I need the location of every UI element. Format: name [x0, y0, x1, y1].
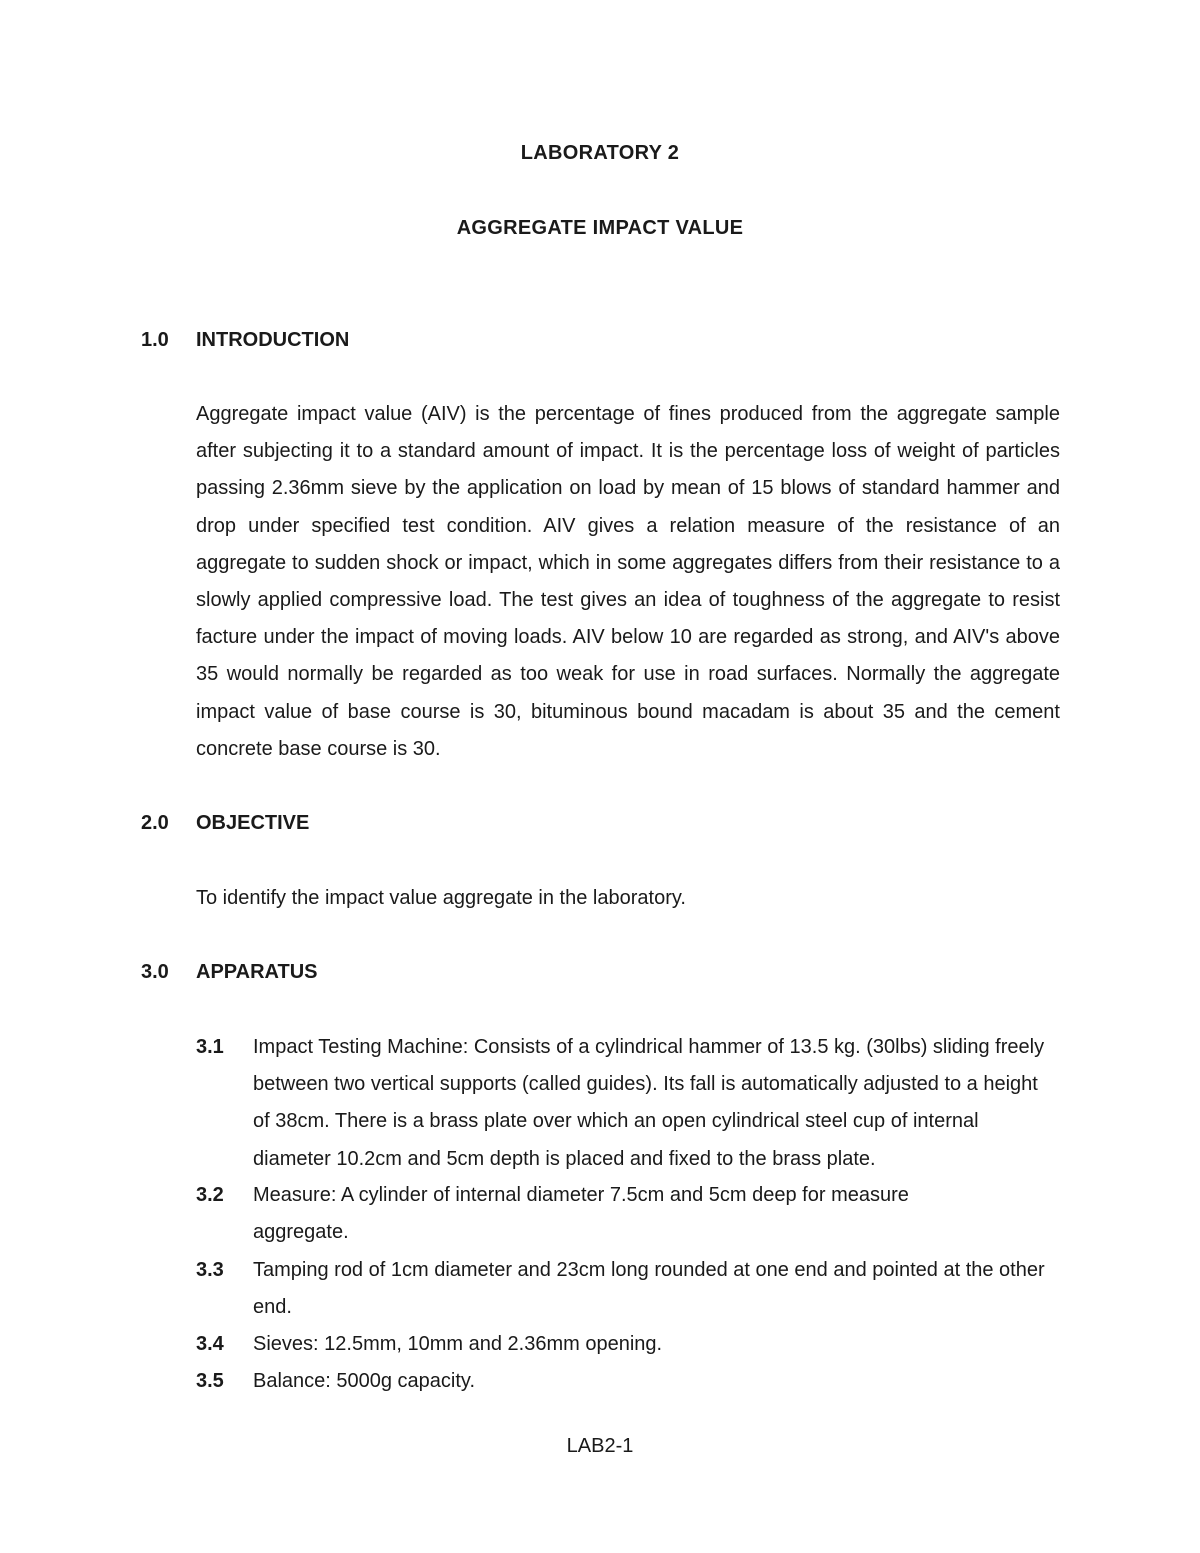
apparatus-item-text: Sieves: 12.5mm, 10mm and 2.36mm opening.	[253, 1333, 663, 1355]
objective-paragraph: To identify the impact value aggregate in the laboratory.	[196, 887, 686, 909]
section-title: OBJECTIVE	[196, 812, 310, 834]
page-footer: LAB2-1	[566, 1435, 634, 1457]
apparatus-item-number: 3.2	[196, 1184, 224, 1206]
apparatus-item	[196, 1177, 1060, 1251]
apparatus-item-text: Measure: A cylinder of internal diameter 7.5cm and 5cm deep for measure aggregate.	[253, 1184, 909, 1244]
apparatus-item	[196, 1029, 1060, 1178]
apparatus-item	[196, 1252, 1060, 1326]
apparatus-item-number: 3.5	[196, 1370, 224, 1392]
apparatus-item-number: 3.4	[196, 1333, 224, 1355]
section-number: 1.0	[141, 329, 169, 351]
section-number: 3.0	[141, 961, 169, 983]
apparatus-item-text: Tamping rod of 1cm diameter and 23cm long rounded at one end and pointed at the other end.	[253, 1259, 1045, 1319]
apparatus-item-text: Impact Testing Machine: Consists of a cylindrical hammer of 13.5 kg. (30lbs) sliding freely between two vertical supports (called guides). Its fall is automatically adjusted to a height of 38cm. There is a brass plate over which an open cylindrical steel cup of internal diameter 10.2cm and 5cm depth is placed and fixed to the brass plate.	[253, 1036, 1045, 1170]
apparatus-item-text: Balance: 5000g capacity.	[253, 1370, 476, 1392]
apparatus-item-number: 3.1	[196, 1036, 224, 1058]
document-title: AGGREGATE IMPACT VALUE	[456, 217, 744, 239]
section-title: APPARATUS	[196, 961, 318, 983]
introduction-paragraph: Aggregate impact value (AIV) is the percentage of fines produced from the aggregate sample after subjecting it to a standard amount of impact. It is the percentage loss of weight of particles passing 2.36mm sieve by the application on load by mean of 15 blows of standard hammer and drop under specified test condition. AIV gives a relation measure of the resistance of an aggregate to sudden shock or impact, which in some aggregates differs from their resistance to a slowly applied compressive load. The test gives an idea of toughness of the aggregate to resist facture under the impact of moving loads. AIV below 10 are regarded as strong, and AIV's above 35 would normally be regarded as too weak for use in road surfaces. Normally the aggregate impact value of base course is 30, bituminous bound macadam is about 35 and the cement concrete base course is 30.	[196, 403, 1060, 760]
section-number: 2.0	[141, 812, 169, 834]
lab-title: LABORATORY 2	[520, 142, 680, 164]
apparatus-item-number: 3.3	[196, 1259, 224, 1281]
apparatus-item	[196, 1363, 1060, 1400]
apparatus-item	[196, 1326, 1060, 1363]
section-title: INTRODUCTION	[196, 329, 350, 351]
